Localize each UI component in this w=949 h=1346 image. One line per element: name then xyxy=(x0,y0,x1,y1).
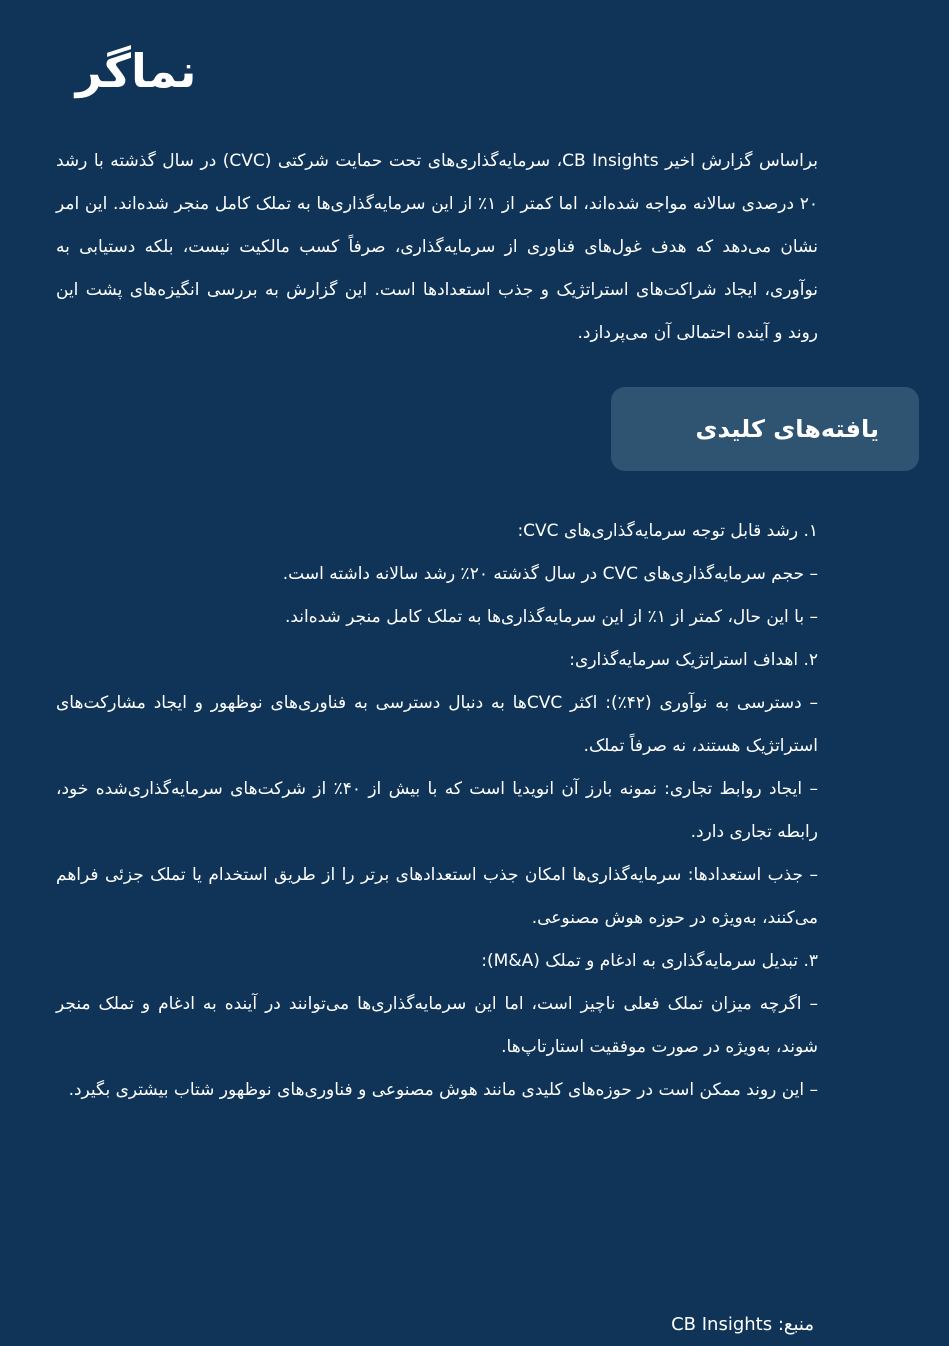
brand-logo-text: نماگر xyxy=(75,44,197,98)
source-note: منبع: CB Insights xyxy=(671,1314,814,1335)
finding-item: – حجم سرمایه‌گذاری‌های CVC در سال گذشته ۲۰٪ رشد سالانه داشته است. xyxy=(282,564,818,584)
finding-item: – ایجاد روابط تجاری: نمونه بارز آن انویدیا است که با بیش از ۴۰٪ از شرکت‌های سرمایه‌گذاری‌شده خود، رابطه تجاری دارد. xyxy=(56,779,818,842)
finding-item: – این روند ممکن است در حوزه‌های کلیدی مانند هوش مصنوعی و فناوری‌های نوظهور شتاب بیشتری بگیرد. xyxy=(68,1080,818,1100)
key-findings-heading-box xyxy=(611,387,919,471)
finding-heading-growth: ۱. رشد قابل توجه سرمایه‌گذاری‌های CVC: xyxy=(517,521,818,541)
finding-item: – جذب استعدادها: سرمایه‌گذاری‌ها امکان جذب استعدادهای برتر را از طریق استخدام یا تملک جزئی فراهم می‌کنند، به‌ویژه در حوزه هوش مصنوعی. xyxy=(56,865,818,928)
finding-item: – با این حال، کمتر از ۱٪ از این سرمایه‌گذاری‌ها به تملک کامل منجر شده‌اند. xyxy=(284,607,818,627)
findings-list xyxy=(56,510,818,1112)
finding-heading-goals: ۲. اهداف استراتژیک سرمایه‌گذاری: xyxy=(569,650,818,670)
finding-item: – اگرچه میزان تملک فعلی ناچیز است، اما این سرمایه‌گذاری‌ها می‌توانند در آینده به ادغام و تملک منجر شوند، به‌ویژه در صورت موفقیت استارتاپ‌ها. xyxy=(56,994,818,1057)
finding-item: – دسترسی به نوآوری (۴۲٪): اکثر CVCها به دنبال دسترسی به فناوری‌های نوظهور و ایجاد مشارکت‌های استراتژیک هستند، نه صرفاً تملک. xyxy=(56,693,819,756)
intro-paragraph: براساس گزارش اخیر CB Insights، سرمایه‌گذاری‌های تحت حمایت شرکتی (CVC) در سال گذشته با رشد ۲۰ درصدی سالانه مواجه شده‌اند، اما کمتر از ۱٪ از این سرمایه‌گذاری‌ها به تملک کامل منجر شده‌اند. این امر نشان می‌دهد که هدف غول‌های فناوری از سرمایه‌گذاری، صرفاً کسب مالکیت نیست، بلکه دستیابی به نوآوری، ایجاد شراکت‌های استراتژیک و جذب استعدادها است. این گزارش به بررسی انگیزه‌های پشت این روند و آینده احتمالی آن می‌پردازد. xyxy=(56,151,818,343)
finding-heading-mna: ۳. تبدیل سرمایه‌گذاری به ادغام و تملک (M&A): xyxy=(481,951,818,971)
brand-logo xyxy=(56,36,216,106)
key-findings-title: یافته‌های کلیدی xyxy=(695,415,879,443)
